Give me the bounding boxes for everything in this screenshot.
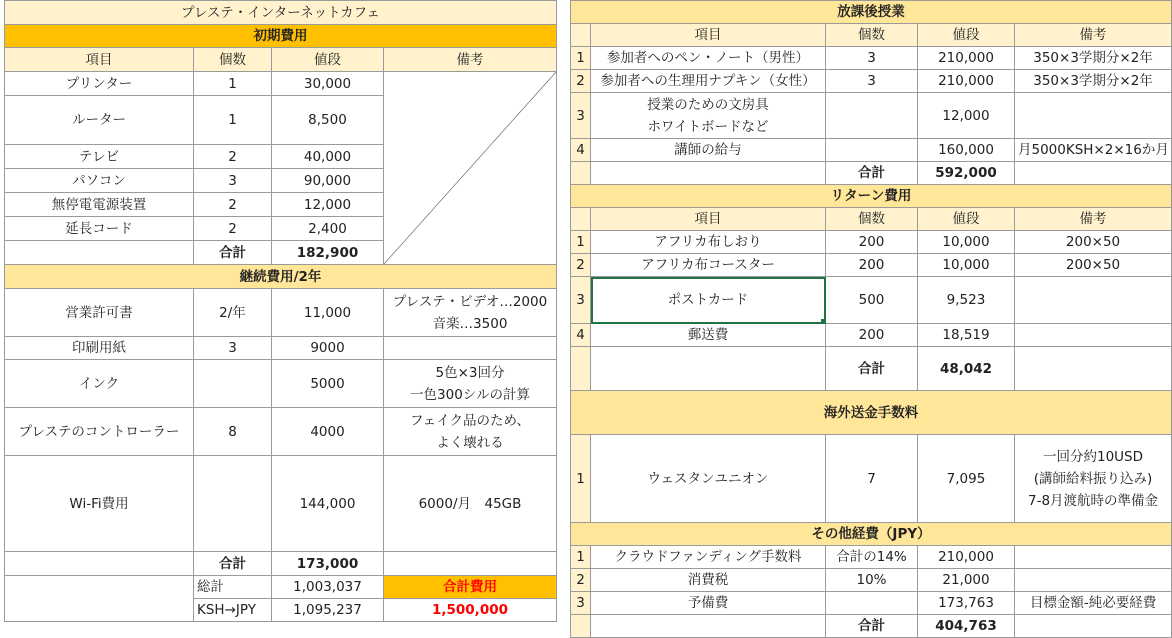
cell-price[interactable]: 8,500 [272, 96, 384, 145]
cell-price[interactable]: 2,400 [272, 217, 384, 241]
total-label[interactable]: 合計 [826, 615, 918, 638]
total-value[interactable]: 182,900 [272, 241, 384, 265]
table-row [5, 337, 557, 360]
right-cost-table [570, 0, 1172, 638]
cell-price[interactable]: 210,000 [918, 47, 1015, 70]
table-row [571, 47, 1172, 70]
cell-qty[interactable]: 3 [826, 70, 918, 93]
total-value[interactable]: 404,763 [918, 615, 1015, 638]
note-line: (講師給料振り込み) [1033, 470, 1153, 487]
table-row [571, 324, 1172, 347]
cell-item[interactable]: 予備費 [591, 592, 826, 615]
section-initial-cost[interactable]: 初期費用 [5, 25, 557, 48]
cell-note[interactable]: 6000/月 45GB [384, 456, 557, 552]
header-item[interactable]: 項目 [591, 24, 826, 47]
cell-item[interactable]: ウェスタンユニオン [591, 435, 826, 523]
cell-item[interactable]: 延長コード [5, 217, 194, 241]
cell-text: ポストカード [667, 292, 749, 308]
total-label[interactable]: 合計 [826, 347, 918, 391]
cell-price[interactable]: 173,763 [918, 592, 1015, 615]
note-line: 一色300シルの計算 [410, 386, 530, 403]
grand-sum-value[interactable]: 1,003,037 [272, 576, 384, 599]
cell-item[interactable] [591, 93, 826, 139]
table-row [571, 139, 1172, 162]
total-label[interactable]: 合計 [194, 241, 272, 265]
table-row [571, 277, 1172, 324]
cell-price[interactable]: 18,519 [918, 324, 1015, 347]
header-price[interactable]: 値段 [918, 208, 1015, 231]
header-price[interactable]: 値段 [272, 48, 384, 72]
cell-item[interactable]: インク [5, 360, 194, 408]
table-row [571, 70, 1172, 93]
row-number[interactable]: 2 [571, 569, 591, 592]
row-number[interactable]: 2 [571, 70, 591, 93]
table-row [571, 546, 1172, 569]
fill-handle[interactable] [821, 319, 826, 324]
total-value[interactable]: 173,000 [272, 552, 384, 576]
cell-price[interactable]: 40,000 [272, 145, 384, 169]
total-row [5, 552, 557, 576]
total-row [571, 347, 1172, 391]
cell-note[interactable] [1015, 546, 1172, 569]
cell-note[interactable] [384, 337, 557, 360]
empty-cell[interactable] [591, 347, 826, 391]
empty-cell[interactable] [591, 162, 826, 185]
sheet-title[interactable]: プレステ・インターネットカフェ [5, 1, 557, 25]
cell-note[interactable] [384, 360, 557, 408]
cell-qty[interactable]: 3 [194, 169, 272, 193]
total-cost-label[interactable]: 合計費用 [384, 576, 557, 599]
row-number[interactable]: 1 [571, 435, 591, 523]
cell-qty[interactable]: 500 [826, 277, 918, 324]
cell-qty[interactable]: 3 [194, 337, 272, 360]
empty-cell[interactable] [5, 576, 194, 599]
total-row [571, 615, 1172, 638]
header-qty[interactable]: 個数 [826, 24, 918, 47]
empty-cell[interactable] [5, 552, 194, 576]
cell-note[interactable] [1015, 569, 1172, 592]
cell-note[interactable]: 200×50 [1015, 254, 1172, 277]
note-line: フェイク品のため、 [409, 412, 530, 429]
cell-price[interactable]: 210,000 [918, 70, 1015, 93]
cell-item[interactable]: アフリカ布しおり [591, 231, 826, 254]
note-cell-diagonal[interactable] [384, 72, 557, 265]
cell-qty[interactable] [826, 93, 918, 139]
table-row [5, 289, 557, 337]
cell-note[interactable] [1015, 93, 1172, 139]
left-cost-table [4, 0, 557, 622]
cell-qty[interactable] [194, 456, 272, 552]
cell-note[interactable]: 200×50 [1015, 231, 1172, 254]
cell-qty[interactable] [826, 592, 918, 615]
cell-price[interactable]: 4000 [272, 408, 384, 456]
item-line: 授業のための文房具 [647, 96, 769, 113]
cell-qty[interactable]: 7 [826, 435, 918, 523]
cell-price[interactable]: 210,000 [918, 546, 1015, 569]
section-ongoing-cost[interactable]: 継続費用/2年 [5, 265, 557, 289]
table-row [571, 592, 1172, 615]
table-row [5, 408, 557, 456]
empty-cell[interactable] [5, 599, 194, 622]
table-row [571, 93, 1172, 139]
cell-item[interactable]: パソコン [5, 169, 194, 193]
total-value[interactable]: 48,042 [918, 347, 1015, 391]
cell-item[interactable]: 参加者へのペン・ノート（男性） [591, 47, 826, 70]
total-label[interactable]: 合計 [826, 162, 918, 185]
header-note[interactable]: 備考 [1015, 208, 1172, 231]
header-qty[interactable]: 個数 [194, 48, 272, 72]
cell-price[interactable]: 21,000 [918, 569, 1015, 592]
cell-item[interactable]: ルーター [5, 96, 194, 145]
cell-price[interactable]: 9,523 [918, 277, 1015, 324]
cell-item[interactable]: 消費税 [591, 569, 826, 592]
cell-item[interactable]: 無停電電源装置 [5, 193, 194, 217]
cell-price[interactable]: 12,000 [272, 193, 384, 217]
row-number[interactable]: 3 [571, 592, 591, 615]
empty-cell[interactable] [384, 552, 557, 576]
cell-note[interactable] [384, 408, 557, 456]
cell-price[interactable]: 12,000 [918, 93, 1015, 139]
row-number[interactable]: 4 [571, 324, 591, 347]
row-number[interactable]: 1 [571, 231, 591, 254]
cell-price[interactable]: 5000 [272, 360, 384, 408]
table-row [5, 72, 557, 96]
cell-price[interactable]: 160,000 [918, 139, 1015, 162]
table-row [571, 435, 1172, 523]
header-item[interactable]: 項目 [591, 208, 826, 231]
section-remittance-fee[interactable]: 海外送金手数料 [571, 391, 1172, 435]
cell-qty[interactable]: 200 [826, 254, 918, 277]
cell-note[interactable] [1015, 324, 1172, 347]
cell-item[interactable]: 印刷用紙 [5, 337, 194, 360]
cell-qty[interactable]: 1 [194, 72, 272, 96]
note-line: 5色×3回分 [435, 364, 505, 381]
item-line: ホワイトボードなど [647, 118, 769, 135]
cell-qty[interactable]: 1 [194, 96, 272, 145]
table-row [571, 254, 1172, 277]
cell-item[interactable]: 講師の給与 [591, 139, 826, 162]
total-label[interactable]: 合計 [194, 552, 272, 576]
conversion-value[interactable]: 1,095,237 [272, 599, 384, 622]
total-value[interactable]: 592,000 [918, 162, 1015, 185]
note-line: よく壊れる [436, 434, 504, 451]
table-row [5, 360, 557, 408]
selected-cell-item[interactable] [591, 277, 826, 324]
cell-price[interactable]: 11,000 [272, 289, 384, 337]
table-row [5, 456, 557, 552]
empty-cell[interactable] [5, 241, 194, 265]
header-price[interactable]: 値段 [918, 24, 1015, 47]
empty-cell[interactable] [1015, 347, 1172, 391]
row-number[interactable]: 2 [571, 254, 591, 277]
cell-item[interactable]: 営業許可書 [5, 289, 194, 337]
header-qty[interactable]: 個数 [826, 208, 918, 231]
cell-qty[interactable]: 2 [194, 145, 272, 169]
cell-price[interactable]: 7,095 [918, 435, 1015, 523]
cell-qty[interactable]: 10% [826, 569, 918, 592]
cell-note[interactable] [1015, 435, 1172, 523]
header-item[interactable]: 項目 [5, 48, 194, 72]
empty-cell[interactable] [1015, 162, 1172, 185]
cell-qty[interactable] [194, 360, 272, 408]
cell-qty[interactable] [826, 139, 918, 162]
row-number[interactable]: 1 [571, 47, 591, 70]
total-row [571, 162, 1172, 185]
table-row [571, 231, 1172, 254]
row-number[interactable]: 4 [571, 139, 591, 162]
header-note[interactable]: 備考 [384, 48, 557, 72]
cell-qty[interactable]: 8 [194, 408, 272, 456]
note-line: 音楽…3500 [432, 315, 508, 332]
cell-note[interactable] [1015, 277, 1172, 324]
cell-item[interactable]: クラウドファンディング手数料 [591, 546, 826, 569]
section-after-school[interactable]: 放課後授業 [571, 1, 1172, 24]
index-cell[interactable] [571, 347, 591, 391]
empty-cell[interactable] [591, 615, 826, 638]
diagonal-line-icon [384, 72, 556, 264]
cell-item[interactable]: アフリカ布コースター [591, 254, 826, 277]
note-line: 7-8月渡航時の準備金 [1027, 492, 1159, 509]
cell-qty[interactable]: 200 [826, 324, 918, 347]
cell-item[interactable]: 郵送費 [591, 324, 826, 347]
index-cell[interactable] [571, 162, 591, 185]
cell-qty[interactable]: 2 [194, 193, 272, 217]
cell-note[interactable]: 月5000KSH×2×16か月 [1015, 139, 1172, 162]
conversion-label[interactable]: KSH→JPY [194, 599, 272, 622]
cell-item[interactable]: テレビ [5, 145, 194, 169]
grand-sum-row [5, 576, 557, 599]
header-note[interactable]: 備考 [1015, 24, 1172, 47]
cell-qty[interactable]: 合計の14% [826, 546, 918, 569]
index-cell[interactable] [571, 615, 591, 638]
cell-note[interactable]: 350×3学期分×2年 [1015, 70, 1172, 93]
row-number[interactable]: 3 [571, 93, 591, 139]
cell-qty[interactable]: 2 [194, 217, 272, 241]
cell-item[interactable]: プレステのコントローラー [5, 408, 194, 456]
table-row [571, 569, 1172, 592]
sheet-divider [560, 0, 566, 627]
note-line: 一回分約10USD [1043, 448, 1144, 465]
empty-cell[interactable] [1015, 615, 1172, 638]
cell-price[interactable]: 9000 [272, 337, 384, 360]
section-other-expenses[interactable]: その他経費（JPY） [571, 523, 1172, 546]
conversion-row [5, 599, 557, 622]
cell-price[interactable]: 30,000 [272, 72, 384, 96]
cell-item[interactable]: プリンター [5, 72, 194, 96]
cell-note[interactable]: 350×3学期分×2年 [1015, 47, 1172, 70]
cell-price[interactable]: 90,000 [272, 169, 384, 193]
note-line: プレステ・ビデオ…2000 [392, 293, 548, 310]
index-cell[interactable] [571, 208, 591, 231]
index-cell[interactable] [571, 24, 591, 47]
cell-note[interactable]: 目標金額-純必要経費 [1015, 592, 1172, 615]
total-cost-value[interactable]: 1,500,000 [384, 599, 557, 622]
cell-note[interactable] [384, 289, 557, 337]
cell-item[interactable]: Wi-Fi費用 [5, 456, 194, 552]
section-return-cost[interactable]: リターン費用 [571, 185, 1172, 208]
cell-price[interactable]: 10,000 [918, 231, 1015, 254]
cell-price[interactable]: 10,000 [918, 254, 1015, 277]
row-number[interactable]: 1 [571, 546, 591, 569]
cell-qty[interactable]: 2/年 [194, 289, 272, 337]
row-number[interactable]: 3 [571, 277, 591, 324]
cell-qty[interactable]: 3 [826, 47, 918, 70]
cell-price[interactable]: 144,000 [272, 456, 384, 552]
cell-qty[interactable]: 200 [826, 231, 918, 254]
cell-item[interactable]: 参加者への生理用ナプキン（女性） [591, 70, 826, 93]
grand-sum-label[interactable]: 総計 [194, 576, 272, 599]
